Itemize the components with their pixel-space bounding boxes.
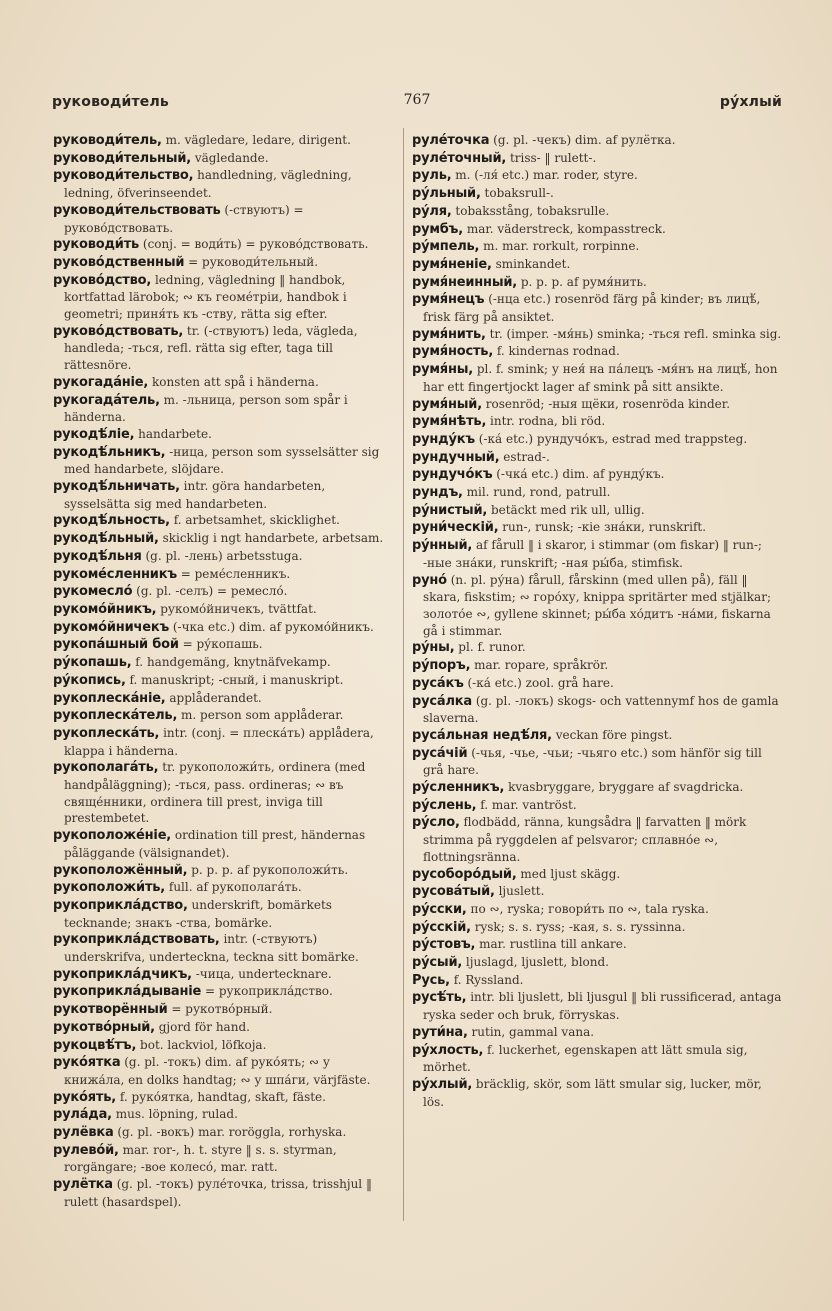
headword: ру́сый, — [412, 955, 463, 971]
definition: рукомо́йничекъ, tvättfat. — [160, 601, 317, 616]
headword: рундучный, — [412, 449, 500, 465]
definition: handledning, vägledning, ledning, öfverinseendet. — [64, 168, 352, 201]
dictionary-entry — [412, 256, 784, 274]
definition: (-ствуютъ) = руково́дствовать. — [64, 202, 304, 235]
dictionary-entry — [53, 1001, 393, 1019]
dictionary-entry — [412, 167, 784, 185]
dictionary-entry — [53, 672, 393, 690]
dictionary-entry — [412, 203, 784, 221]
headword: ру́ны, — [412, 640, 455, 656]
headword: рукоплеска́ніе, — [53, 690, 166, 706]
page-number: 767 — [403, 92, 431, 108]
headword: руса́льная недѣ́ля, — [412, 727, 552, 743]
dictionary-entry — [412, 537, 784, 571]
dictionary-entry — [412, 431, 784, 449]
definition: p. p. p. af румя́нить. — [520, 274, 647, 289]
dictionary-entry — [412, 779, 784, 797]
dictionary-entry — [53, 530, 393, 548]
dictionary-entry — [412, 185, 784, 203]
headword: рукотво́рный, — [53, 1019, 155, 1035]
headword: рукодѣ́льня — [53, 548, 142, 564]
dictionary-entry — [53, 236, 393, 254]
dictionary-entry — [412, 883, 784, 901]
dictionary-entry — [412, 396, 784, 414]
column-divider — [403, 128, 404, 1221]
definition: handarbete. — [138, 426, 212, 441]
headword: Русь, — [412, 972, 450, 988]
definition: (-чья, -чье, -чьи; -чьяго etc.) som hänför sig till grå hare. — [423, 745, 762, 778]
headword: руко́ять, — [53, 1089, 116, 1105]
definition: f. руко́ятка, handtag, skaft, fäste. — [119, 1089, 326, 1104]
dictionary-entry — [53, 690, 393, 708]
headword: рукодѣ́льный, — [53, 531, 159, 547]
dictionary-entry — [53, 636, 393, 654]
definition: m. vägledare, ledare, dirigent. — [165, 133, 351, 147]
headword: руса́лка — [412, 693, 472, 709]
headword: румя́ны, — [412, 362, 474, 378]
dictionary-entry — [412, 1076, 784, 1110]
definition: flodbädd, ränna, kungsådra ‖ farvatten ‖ mörk strimma på ryggdelen af pelsvaror; сплавно́е ∾, flottningsränna. — [423, 815, 747, 864]
dictionary-entry — [53, 583, 393, 601]
definition: rysk; s. s. ryss; -кая, s. s. ryssinna. — [474, 919, 686, 934]
dictionary-entry — [53, 444, 393, 478]
dictionary-entry — [53, 1176, 393, 1210]
headword: румя́неинный, — [412, 274, 518, 290]
definition: = рукоприкла́дство. — [205, 984, 333, 999]
definition: = руководи́тельный. — [188, 254, 319, 269]
definition: (-ка́ etc.) рундучо́къ, estrad med trappsteg. — [478, 431, 748, 446]
headword: руководи́тельствовать — [53, 202, 221, 218]
headword: рундучо́къ — [412, 467, 493, 483]
definition: vägledande. — [194, 150, 269, 165]
headword: рукоположи́ть, — [53, 880, 166, 896]
headword: руни́ческій, — [412, 520, 499, 536]
headword: рути́на, — [412, 1024, 468, 1040]
definition: intr. göra handarbeten, sysselsätta sig med handarbeten. — [64, 479, 326, 511]
headword: рукомесло́ — [53, 584, 133, 600]
dictionary-entry — [53, 1019, 393, 1037]
definition: intr. (-ствуютъ) underskrifva, underteckna, teckna sitt bomärke. — [64, 932, 359, 965]
headword: руса́къ — [412, 675, 464, 691]
dictionary-entry — [53, 879, 393, 897]
definition: run-, runsk; -кіе зна́ки, runskrift. — [502, 520, 707, 535]
headword: рукодѣ́ліе, — [53, 426, 135, 442]
dictionary-entry — [53, 1106, 393, 1124]
dictionary-entry — [53, 426, 393, 444]
dictionary-entry — [53, 566, 393, 584]
headword: рукоплеска́тель, — [53, 708, 178, 724]
headword: руководи́тельство, — [53, 168, 194, 184]
headword: рукопа́шный бой — [53, 637, 179, 653]
dictionary-entry — [412, 693, 784, 727]
headword: румя́неніе, — [412, 256, 492, 272]
headword: рукогада́тель, — [53, 392, 160, 408]
definition: (-нца etc.) rosenröd färg på kinder; въ лицѣ́, frisk färg på ansiktet. — [423, 292, 761, 325]
dictionary-entry — [53, 150, 393, 168]
definition: по ∾, ryska; говори́ть по ∾, tala ryska. — [470, 901, 709, 916]
dictionary-entry — [412, 466, 784, 484]
definition: full. af рукополага́ть. — [168, 880, 302, 895]
dictionary-entry — [53, 1089, 393, 1107]
headword: русова́тый, — [412, 884, 495, 900]
dictionary-entry — [412, 936, 784, 954]
headword: румя́нить, — [412, 326, 486, 342]
dictionary-entry — [412, 361, 784, 395]
headword: румя́нецъ — [412, 292, 485, 308]
definition: (g. pl. -лень) arbetsstuga. — [145, 548, 303, 563]
headword: руково́дствовать, — [53, 323, 184, 339]
headword: рукотворённый — [53, 1002, 168, 1018]
headword: рукодѣ́льность, — [53, 513, 170, 529]
headword: рундъ, — [412, 485, 463, 501]
definition: mar. väderstreck, kompasstreck. — [466, 221, 666, 236]
definition: (g. pl. -локъ) skogs- och vattennymf hos de gamla slaverna. — [423, 693, 779, 726]
dictionary-entry — [53, 707, 393, 725]
definition: -чица, undertecknare. — [195, 966, 332, 981]
headword: рунду́къ — [412, 431, 475, 447]
right-column — [412, 132, 784, 1231]
definition: konsten att spå i händerna. — [152, 374, 319, 389]
dictionary-entry — [53, 202, 393, 236]
headword: рукоцвѣ́тъ, — [53, 1037, 137, 1053]
headword: руководи́ть — [53, 237, 140, 253]
dictionary-entry — [53, 512, 393, 530]
headword: румя́ность, — [412, 344, 494, 360]
dictionary-entry — [53, 478, 393, 512]
dictionary-entry — [412, 1042, 784, 1076]
dictionary-entry — [53, 1124, 393, 1142]
dictionary-entry — [53, 254, 393, 272]
definition: mil. rund, rond, patrull. — [466, 485, 611, 500]
headword: руко́ятка — [53, 1055, 121, 1071]
definition: ordination till prest, händernas påläggande (välsignandet). — [64, 828, 366, 860]
definition: -ница, person som sysselsätter sig med handarbete, slöjdare. — [64, 444, 380, 477]
dictionary-entry — [53, 654, 393, 672]
definition: tr. (-ствуютъ) leda, vägleda, handleda; -ться, refl. rätta sig efter, taga till rättesnöre. — [64, 323, 358, 373]
headword: рукополага́ть, — [53, 760, 159, 776]
definition: rutin, gammal vana. — [471, 1024, 595, 1039]
dictionary-entry — [53, 167, 393, 201]
definition: ledning, vägledning ‖ handbok, kortfattad lärobok; ∾ къ геоме́тріи, handbok i geometri; приня́ть къ -ству, rätta sig efter. — [64, 272, 347, 322]
headword: рукогада́ніе, — [53, 374, 149, 390]
dictionary-entry — [53, 1142, 393, 1176]
dictionary-entry — [412, 901, 784, 919]
dictionary-entry — [53, 827, 393, 861]
dictionary-entry — [412, 989, 784, 1023]
headword: руково́дственный — [53, 254, 185, 270]
headword: ру́нный, — [412, 538, 473, 554]
definition: betäckt med rik ull, ullig. — [490, 502, 645, 517]
headword: рукоположённый, — [53, 862, 188, 878]
headword: рукоме́сленникъ — [53, 566, 177, 582]
definition: = ру́копашь. — [182, 637, 263, 652]
dictionary-entry — [412, 519, 784, 537]
definition: tobaksrull-. — [484, 186, 554, 201]
dictionary-entry — [412, 326, 784, 344]
dictionary-entry — [412, 572, 784, 640]
definition: (-ка́ etc.) zool. grå hare. — [467, 675, 614, 690]
definition: m. (-ля́ etc.) mar. roder, styre. — [455, 168, 638, 183]
dictionary-entry — [412, 797, 784, 815]
dictionary-entry — [412, 727, 784, 745]
headword: румя́ный, — [412, 396, 482, 412]
headword: рулётка — [53, 1177, 113, 1193]
dictionary-entry — [53, 897, 393, 931]
headword: ру́копашь, — [53, 655, 132, 671]
dictionary-entry — [412, 274, 784, 292]
dictionary-entry — [412, 238, 784, 256]
dictionary-entry — [412, 221, 784, 239]
dictionary-entry — [412, 866, 784, 884]
running-head — [52, 94, 782, 118]
dictionary-entry — [412, 745, 784, 779]
headword: ру́хлость, — [412, 1042, 484, 1058]
definition: (conj. = води́ть) = руково́дствовать. — [142, 237, 369, 252]
definition: rosenröd; -ныя щёки, rosenröda kinder. — [485, 396, 731, 411]
headword: руково́дство, — [53, 272, 152, 288]
headword: ру́слень, — [412, 797, 477, 813]
headword: рукомо́йникъ, — [53, 601, 157, 617]
dictionary-entry — [53, 759, 393, 827]
definition: tr. (imper. -мя́нь) sminka; -ться refl. sminka sig. — [489, 326, 782, 341]
definition: sminkandet. — [495, 256, 571, 271]
definition: (n. pl. ру́на) fårull, fårskinn (med ullen på), fäll ‖ skara, fiskstim; ∾ горо́ху, knippa spritärter med stjälkar; золото́е ∾, gyllene skinnet; ры́ба хо́дитъ -на́ми, fiskarna gå i stimmar. — [423, 572, 771, 638]
dictionary-entry — [53, 1037, 393, 1055]
dictionary-entry — [53, 725, 393, 759]
headword: рулево́й, — [53, 1142, 119, 1158]
definition: mar. ror-, h. t. styre ‖ s. s. styrman, rorgängare; -вое колесо́, mar. ratt. — [64, 1142, 337, 1175]
dictionary-entry — [412, 972, 784, 990]
dictionary-entry — [412, 413, 784, 431]
definition: underskrift, bomärkets tecknande; знакъ -ства, bomärke. — [64, 897, 332, 930]
headword: руле́точка — [412, 133, 490, 148]
headword: рукоплеска́ть, — [53, 725, 160, 741]
headword: рукоприкла́дство, — [53, 897, 188, 913]
dictionary-entry — [53, 548, 393, 566]
headword: рукоприкла́дчикъ, — [53, 966, 192, 982]
definition: intr. bli ljuslett, bli ljusgul ‖ bli russificerad, antaga ryska seder och bruk, förryskas. — [423, 990, 782, 1023]
headword: ру́сло, — [412, 815, 460, 831]
headword: ру́копись, — [53, 672, 126, 688]
dictionary-entry — [53, 392, 393, 426]
definition: af fårull ‖ i skaror, i stimmar (om fiskar) ‖ run-; -ные зна́ки, runskrift; -ная ры́ба, stimfisk. — [423, 538, 762, 570]
headword: руководи́тельный, — [53, 150, 191, 166]
definition: gjord för hand. — [158, 1019, 250, 1034]
headword: ру́сски, — [412, 901, 467, 917]
headword: ру́нистый, — [412, 502, 488, 518]
headword: ру́поръ, — [412, 658, 471, 674]
dictionary-entry — [53, 323, 393, 374]
headword: румбъ, — [412, 221, 463, 237]
guide-word-left: руководи́тель — [52, 94, 169, 110]
definition: (-чка etc.) dim. af рукомо́йникъ. — [172, 619, 374, 634]
dictionary-entry — [53, 983, 393, 1001]
headword: рула́да, — [53, 1107, 112, 1123]
dictionary-entry — [412, 343, 784, 361]
definition: m. person som applåderar. — [181, 708, 344, 723]
headword: русоборо́дый, — [412, 866, 517, 882]
left-column — [53, 132, 393, 1231]
headword: руль, — [412, 168, 452, 184]
definition: bräcklig, skör, som lätt smular sig, lucker, mör, lös. — [423, 1076, 762, 1109]
dictionary-entry — [53, 966, 393, 984]
definition: skicklig i ngt handarbete, arbetsam. — [162, 531, 384, 546]
headword: ру́ля, — [412, 203, 452, 219]
dictionary-entry — [412, 954, 784, 972]
dictionary-entry — [412, 449, 784, 467]
dictionary-entry — [412, 657, 784, 675]
definition: f. luckerhet, egenskapen att lätt smula sig, mörhet. — [423, 1042, 748, 1075]
headword: ру́стовъ, — [412, 937, 476, 953]
dictionary-entry — [53, 132, 393, 150]
dictionary-entry — [412, 150, 784, 168]
headword: рукомо́йничекъ — [53, 619, 170, 635]
headword: руле́точный, — [412, 150, 507, 166]
dictionary-entry — [412, 919, 784, 937]
definition: (g. pl. -токъ) руле́точка, trissa, trisshjul ‖ rulett (hasardspel). — [64, 1177, 372, 1209]
dictionary-entry — [53, 1054, 393, 1088]
definition: mar. ropare, språkrör. — [474, 658, 609, 673]
definition: bot. lackviol, löfkoja. — [140, 1037, 267, 1052]
dictionary-entry — [53, 272, 393, 323]
definition: (g. pl. -селъ) = ремесло́. — [136, 584, 288, 599]
definition: = реме́сленникъ. — [180, 566, 291, 581]
headword: румя́нѣть, — [412, 414, 487, 430]
definition: (-чка́ etc.) dim. af рунду́къ. — [496, 467, 665, 482]
dictionary-entry — [53, 601, 393, 619]
definition: m. mar. rorkult, rorpinne. — [483, 239, 640, 254]
definition: intr. rodna, bli röd. — [490, 414, 606, 429]
dictionary-entry — [53, 862, 393, 880]
definition: tobaksstång, tobaksrulle. — [455, 203, 610, 218]
definition: estrad-. — [503, 449, 550, 464]
definition: kvasbryggare, bryggare af svagdricka. — [508, 780, 744, 795]
definition: m. -льница, person som spår i händerna. — [64, 392, 348, 425]
definition: = рукотво́рный. — [171, 1002, 273, 1017]
headword: рукодѣ́льничать, — [53, 479, 180, 495]
definition: ljuslagd, ljuslett, blond. — [465, 955, 609, 970]
definition: pl. f. runor. — [458, 640, 526, 655]
headword: рукоприкла́дываніе — [53, 984, 202, 1000]
definition: (g. pl. -токъ) dim. af руко́ять; ∾ у книжа́ла, en dolks handtag; ∾ у шпа́ги, värjfäste. — [64, 1055, 371, 1087]
headword: ру́хлый, — [412, 1076, 473, 1092]
definition: intr. (conj. = плеска́ть) applådera, klappa i händerna. — [64, 725, 374, 758]
dictionary-entry — [53, 931, 393, 965]
definition: veckan före pingst. — [555, 727, 673, 742]
definition: applåderandet. — [169, 690, 262, 705]
definition: ljuslett. — [498, 884, 545, 899]
headword: ру́мпель, — [412, 239, 480, 255]
dictionary-entry — [412, 639, 784, 657]
definition: (g. pl. -вокъ) mar. roröggla, rorhyska. — [117, 1125, 347, 1140]
dictionary-entry — [53, 374, 393, 392]
definition: triss- ‖ rulett-. — [509, 150, 597, 165]
dictionary-entry — [412, 291, 784, 325]
definition: tr. рукоположи́ть, ordinera (med handpåläggning); -ться, pass. ordineras; ∾ въ свяще́нники, ordinera till prest, inviga till prestembetet. — [64, 760, 366, 826]
headword: ру́льный, — [412, 186, 481, 202]
dictionary-entry — [53, 619, 393, 637]
definition: (g. pl. -чекъ) dim. af рулётка. — [493, 133, 676, 147]
definition: med ljust skägg. — [520, 866, 621, 881]
definition: f. Ryssland. — [453, 972, 524, 987]
dictionary-entry — [412, 814, 784, 865]
definition: f. manuskript; -сный, i manuskript. — [129, 672, 344, 687]
headword: руса́чій — [412, 745, 468, 761]
guide-word-right: ру́хлый — [719, 94, 782, 110]
definition: p. p. p. af рукоположи́ть. — [191, 862, 349, 877]
headword: рукодѣ́льникъ, — [53, 444, 166, 460]
definition: mus. löpning, rulad. — [115, 1107, 238, 1122]
dictionary-entry — [412, 502, 784, 520]
headword: руно́ — [412, 572, 447, 588]
definition: f. handgemäng, knytnäfvekamp. — [135, 655, 331, 670]
headword: рулёвка — [53, 1125, 114, 1141]
headword: рукоположе́ніе, — [53, 828, 172, 844]
headword: руководи́тель, — [53, 133, 162, 148]
dictionary-entry — [412, 484, 784, 502]
definition: f. arbetsamhet, skicklighet. — [173, 513, 340, 528]
definition: f. mar. vantröst. — [480, 797, 577, 812]
dictionary-entry — [412, 132, 784, 150]
definition: mar. rustlina till ankare. — [479, 937, 627, 952]
headword: рукоприкла́дствовать, — [53, 932, 220, 948]
definition: f. kindernas rodnad. — [496, 344, 620, 359]
headword: ру́сскій, — [412, 919, 471, 935]
headword: русѣ́ть, — [412, 990, 467, 1006]
dictionary-entry — [412, 1024, 784, 1042]
definition: pl. f. smink; у нея́ на па́лецъ -мя́нъ на лицѣ́, hon har ett fingertjockt lager af smink på sitt ansikte. — [423, 362, 778, 394]
dictionary-entry — [412, 675, 784, 693]
headword: ру́сленникъ, — [412, 780, 505, 796]
